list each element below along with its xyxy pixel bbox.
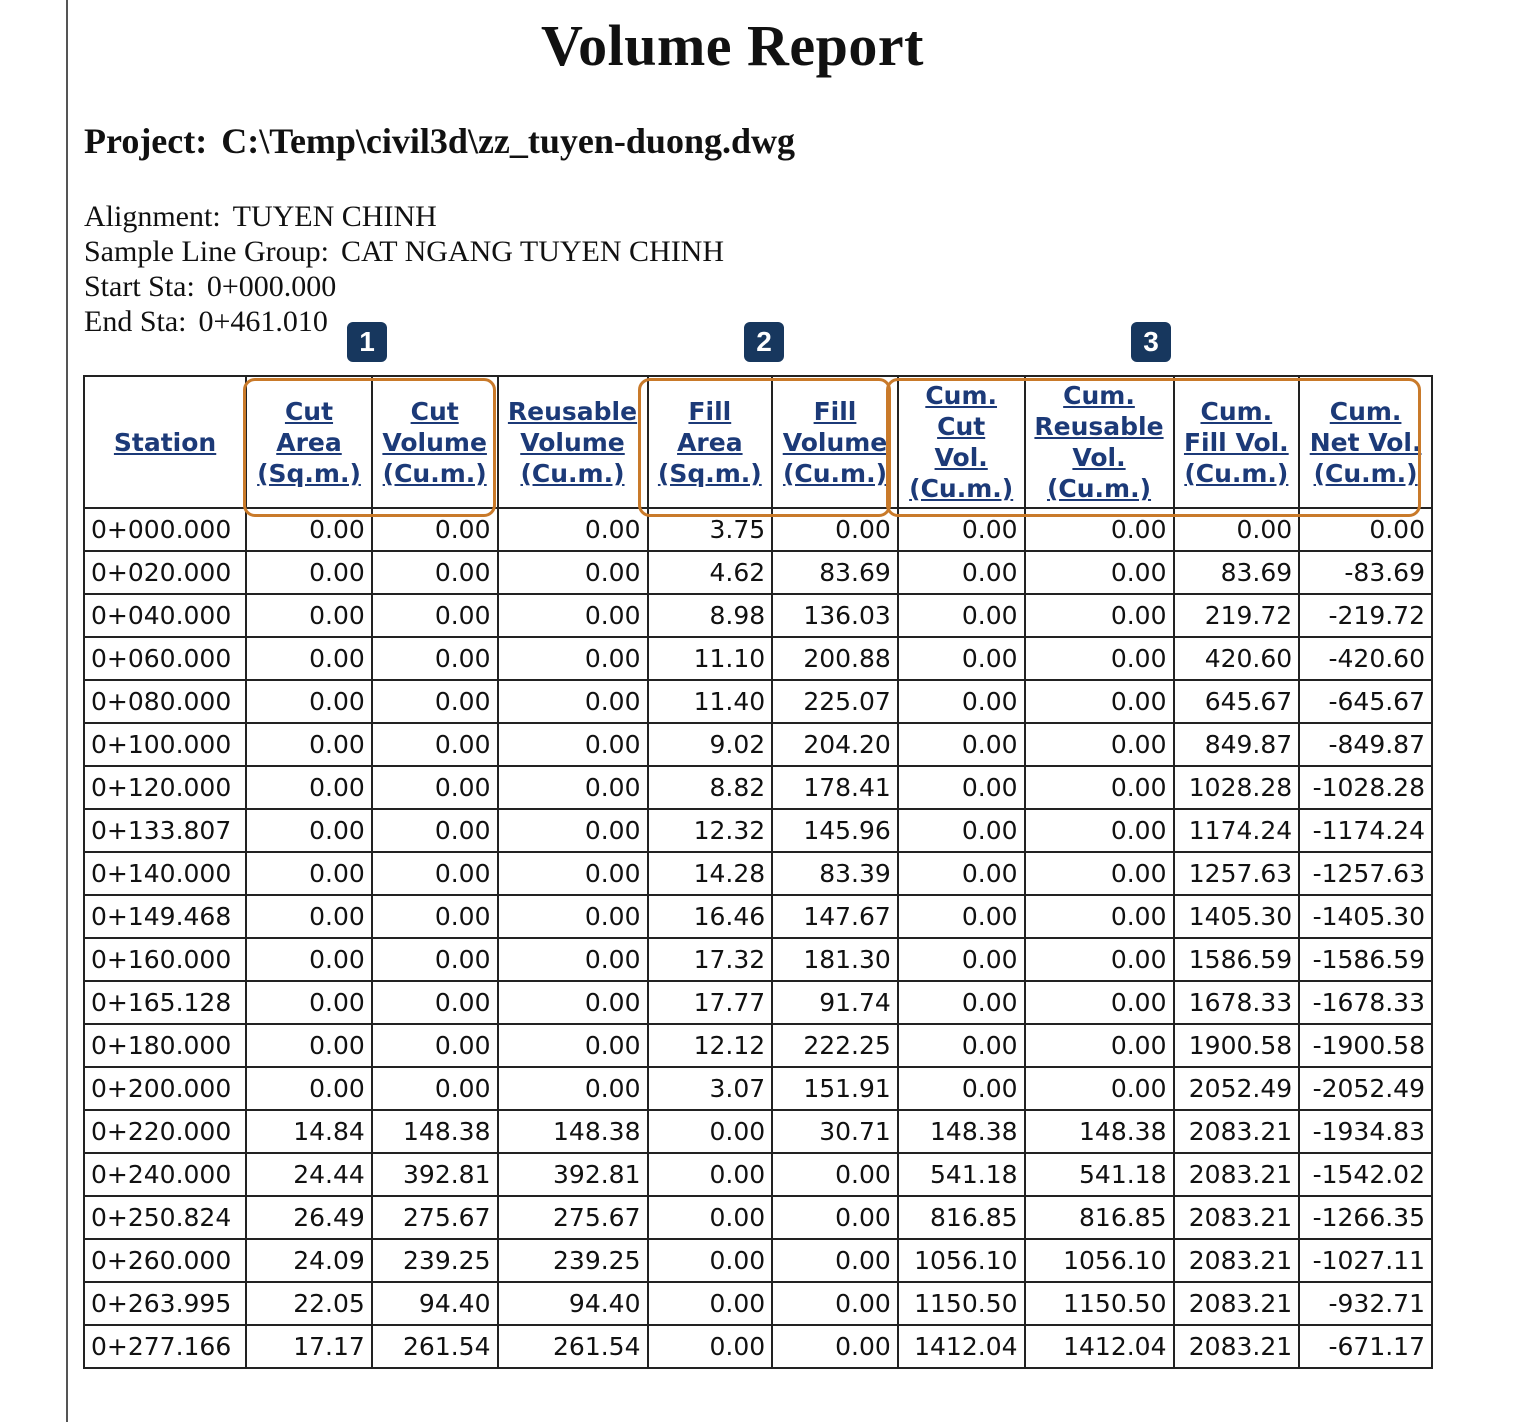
value-cell: 0.00 — [898, 723, 1025, 766]
value-cell: 0.00 — [246, 551, 372, 594]
column-header-line: Net Vol. — [1309, 427, 1422, 457]
value-cell: 0.00 — [648, 1196, 773, 1239]
value-cell: 541.18 — [898, 1153, 1025, 1196]
value-cell: 0.00 — [372, 551, 498, 594]
column-header-line: Volume — [782, 427, 888, 457]
value-cell: 3.07 — [648, 1067, 773, 1110]
value-cell: -1174.24 — [1299, 809, 1432, 852]
column-header-line: Cut — [410, 396, 459, 426]
column-header-line: (Sq.m.) — [257, 458, 361, 488]
value-cell: 22.05 — [246, 1282, 372, 1325]
value-cell: 275.67 — [372, 1196, 498, 1239]
station-cell: 0+250.824 — [84, 1196, 246, 1239]
value-cell: 151.91 — [772, 1067, 898, 1110]
value-cell: 0.00 — [648, 1282, 773, 1325]
value-cell: 0.00 — [1025, 938, 1174, 981]
value-cell: 0.00 — [372, 766, 498, 809]
value-cell: 392.81 — [498, 1153, 648, 1196]
column-header-line: Station — [113, 427, 217, 457]
table-row — [84, 1024, 1432, 1067]
value-cell: 849.87 — [1174, 723, 1300, 766]
value-cell: 420.60 — [1174, 637, 1300, 680]
meta-label: Start Sta: — [84, 270, 195, 303]
value-cell: 0.00 — [898, 1067, 1025, 1110]
value-cell: 0.00 — [1025, 895, 1174, 938]
value-cell: 83.69 — [772, 551, 898, 594]
value-cell: 0.00 — [648, 1239, 773, 1282]
value-cell: 181.30 — [772, 938, 898, 981]
station-cell: 0+149.468 — [84, 895, 246, 938]
value-cell: 0.00 — [498, 723, 648, 766]
value-cell: 83.39 — [772, 852, 898, 895]
value-cell: 0.00 — [498, 938, 648, 981]
value-cell: 541.18 — [1025, 1153, 1174, 1196]
station-cell: 0+133.807 — [84, 809, 246, 852]
column-header-line: Cum. — [1063, 381, 1135, 410]
value-cell: 0.00 — [1025, 1067, 1174, 1110]
report-metadata — [84, 199, 724, 339]
value-cell: 147.67 — [772, 895, 898, 938]
value-cell: 145.96 — [772, 809, 898, 852]
value-cell: 0.00 — [372, 809, 498, 852]
value-cell: 0.00 — [772, 1325, 898, 1368]
column-header-line: (Cu.m.) — [782, 458, 888, 488]
station-cell: 0+140.000 — [84, 852, 246, 895]
station-cell: 0+200.000 — [84, 1067, 246, 1110]
table-row — [84, 809, 1432, 852]
meta-label: Alignment: — [84, 200, 221, 233]
column-header-line: Fill Vol. — [1183, 427, 1289, 457]
value-cell: 0.00 — [246, 809, 372, 852]
value-cell: 1174.24 — [1174, 809, 1300, 852]
alignment-row — [84, 199, 724, 234]
value-cell: 0.00 — [498, 981, 648, 1024]
end-station-row — [84, 304, 724, 339]
value-cell: 0.00 — [1025, 594, 1174, 637]
column-header — [648, 376, 773, 508]
value-cell: 17.32 — [648, 938, 773, 981]
value-cell: 0.00 — [898, 852, 1025, 895]
column-header-line: Cum. — [1329, 396, 1402, 426]
value-cell: 0.00 — [246, 723, 372, 766]
column-header-line: (Cu.m.) — [520, 458, 625, 488]
value-cell: -1900.58 — [1299, 1024, 1432, 1067]
column-header-line: (Cu.m.) — [1184, 458, 1289, 488]
value-cell: 0.00 — [372, 637, 498, 680]
value-cell: 0.00 — [498, 1024, 648, 1067]
value-cell: 136.03 — [772, 594, 898, 637]
value-cell: 94.40 — [498, 1282, 648, 1325]
value-cell: -420.60 — [1299, 637, 1432, 680]
station-cell: 0+060.000 — [84, 637, 246, 680]
page-edge-rule — [66, 0, 68, 1422]
value-cell: 17.17 — [246, 1325, 372, 1368]
station-cell: 0+180.000 — [84, 1024, 246, 1067]
callout-badge-2: 2 — [744, 322, 784, 362]
value-cell: 0.00 — [1025, 508, 1174, 551]
value-cell: 0.00 — [898, 938, 1025, 981]
value-cell: 0.00 — [898, 981, 1025, 1024]
station-cell: 0+100.000 — [84, 723, 246, 766]
value-cell: 0.00 — [246, 981, 372, 1024]
station-cell: 0+260.000 — [84, 1239, 246, 1282]
station-cell: 0+000.000 — [84, 508, 246, 551]
value-cell: 0.00 — [1025, 852, 1174, 895]
table-row — [84, 594, 1432, 637]
column-header-line: (Cu.m.) — [909, 474, 1014, 503]
start-station-row — [84, 269, 724, 304]
value-cell: 2083.21 — [1174, 1282, 1300, 1325]
station-cell: 0+240.000 — [84, 1153, 246, 1196]
project-label: Project: — [84, 121, 208, 161]
value-cell: 0.00 — [372, 680, 498, 723]
value-cell: 0.00 — [1025, 680, 1174, 723]
table-row — [84, 508, 1432, 551]
value-cell: 2083.21 — [1174, 1196, 1300, 1239]
value-cell: -645.67 — [1299, 680, 1432, 723]
value-cell: -932.71 — [1299, 1282, 1432, 1325]
value-cell: 816.85 — [898, 1196, 1025, 1239]
value-cell: 0.00 — [1025, 1024, 1174, 1067]
value-cell: 0.00 — [898, 551, 1025, 594]
report-title: Volume Report — [541, 13, 924, 78]
value-cell: 2083.21 — [1174, 1239, 1300, 1282]
table-row — [84, 895, 1432, 938]
column-header-line: (Sq.m.) — [657, 458, 762, 488]
column-header — [1299, 376, 1432, 508]
value-cell: 0.00 — [246, 852, 372, 895]
column-header — [1025, 376, 1174, 508]
value-cell: 0.00 — [1025, 766, 1174, 809]
value-cell: 392.81 — [372, 1153, 498, 1196]
value-cell: 0.00 — [372, 852, 498, 895]
value-cell: 0.00 — [246, 766, 372, 809]
value-cell: 0.00 — [772, 1282, 898, 1325]
value-cell: 148.38 — [372, 1110, 498, 1153]
value-cell: 239.25 — [372, 1239, 498, 1282]
value-cell: 2083.21 — [1174, 1153, 1300, 1196]
value-cell: 0.00 — [498, 852, 648, 895]
table-row — [84, 852, 1432, 895]
value-cell: 0.00 — [498, 766, 648, 809]
table-row — [84, 938, 1432, 981]
value-cell: 1412.04 — [898, 1325, 1025, 1368]
value-cell: -2052.49 — [1299, 1067, 1432, 1110]
value-cell: 0.00 — [772, 508, 898, 551]
value-cell: 239.25 — [498, 1239, 648, 1282]
column-header-line: Cut — [937, 412, 986, 441]
value-cell: 0.00 — [772, 1196, 898, 1239]
table-row — [84, 1239, 1432, 1282]
column-header-line: Area — [677, 427, 743, 457]
value-cell: 2083.21 — [1174, 1110, 1300, 1153]
value-cell: 0.00 — [898, 895, 1025, 938]
value-cell: -671.17 — [1299, 1325, 1432, 1368]
table-row — [84, 1196, 1432, 1239]
table-row — [84, 551, 1432, 594]
value-cell: 261.54 — [372, 1325, 498, 1368]
table-row — [84, 1325, 1432, 1368]
station-cell: 0+040.000 — [84, 594, 246, 637]
column-header-line: Area — [276, 427, 342, 457]
meta-value: 0+000.000 — [206, 270, 337, 303]
value-cell: 3.75 — [648, 508, 773, 551]
value-cell: 16.46 — [648, 895, 773, 938]
value-cell: 0.00 — [1174, 508, 1300, 551]
callout-badge-1: 1 — [347, 322, 387, 362]
value-cell: 0.00 — [1025, 637, 1174, 680]
callout-badge-3: 3 — [1131, 322, 1171, 362]
value-cell: 275.67 — [498, 1196, 648, 1239]
value-cell: 9.02 — [648, 723, 773, 766]
value-cell: 0.00 — [372, 1024, 498, 1067]
column-header-line: Fill — [813, 396, 857, 426]
value-cell: 12.32 — [648, 809, 773, 852]
value-cell: 0.00 — [498, 809, 648, 852]
volume-table — [83, 375, 1433, 1369]
value-cell: 178.41 — [772, 766, 898, 809]
value-cell: 0.00 — [246, 508, 372, 551]
value-cell: 1056.10 — [1025, 1239, 1174, 1282]
value-cell: 0.00 — [1025, 551, 1174, 594]
value-cell: -1027.11 — [1299, 1239, 1432, 1282]
value-cell: 0.00 — [246, 1024, 372, 1067]
value-cell: 204.20 — [772, 723, 898, 766]
station-cell: 0+120.000 — [84, 766, 246, 809]
project-path: C:\Temp\civil3d\zz_tuyen-duong.dwg — [221, 121, 795, 161]
value-cell: 24.44 — [246, 1153, 372, 1196]
column-header-line: (Cu.m.) — [1046, 474, 1152, 503]
value-cell: 8.82 — [648, 766, 773, 809]
value-cell: 0.00 — [498, 680, 648, 723]
value-cell: 11.10 — [648, 637, 773, 680]
value-cell: 225.07 — [772, 680, 898, 723]
sample-line-group-row — [84, 234, 724, 269]
value-cell: 219.72 — [1174, 594, 1300, 637]
value-cell: 14.84 — [246, 1110, 372, 1153]
value-cell: 8.98 — [648, 594, 773, 637]
value-cell: 1028.28 — [1174, 766, 1300, 809]
meta-value: CAT NGANG TUYEN CHINH — [340, 235, 725, 268]
value-cell: 0.00 — [898, 594, 1025, 637]
table-row — [84, 1282, 1432, 1325]
meta-value: 0+461.010 — [198, 305, 328, 338]
value-cell: 30.71 — [772, 1110, 898, 1153]
value-cell: -1405.30 — [1299, 895, 1432, 938]
value-cell: 1678.33 — [1174, 981, 1300, 1024]
value-cell: 26.49 — [246, 1196, 372, 1239]
value-cell: 0.00 — [372, 981, 498, 1024]
project-line — [84, 120, 795, 162]
value-cell: 0.00 — [1025, 723, 1174, 766]
value-cell: 0.00 — [898, 809, 1025, 852]
value-cell: 0.00 — [372, 1067, 498, 1110]
value-cell: 0.00 — [498, 637, 648, 680]
value-cell: 0.00 — [772, 1239, 898, 1282]
value-cell: 17.77 — [648, 981, 773, 1024]
value-cell: 0.00 — [772, 1153, 898, 1196]
station-cell: 0+080.000 — [84, 680, 246, 723]
value-cell: -1028.28 — [1299, 766, 1432, 809]
column-header-line: Volume — [520, 427, 625, 457]
value-cell: 1412.04 — [1025, 1325, 1174, 1368]
value-cell: 148.38 — [898, 1110, 1025, 1153]
value-cell: 0.00 — [1299, 508, 1432, 551]
value-cell: 0.00 — [246, 895, 372, 938]
value-cell: 0.00 — [898, 637, 1025, 680]
column-header — [898, 376, 1025, 508]
value-cell: 1586.59 — [1174, 938, 1300, 981]
value-cell: -1586.59 — [1299, 938, 1432, 981]
value-cell: 91.74 — [772, 981, 898, 1024]
value-cell: 0.00 — [898, 508, 1025, 551]
value-cell: 816.85 — [1025, 1196, 1174, 1239]
value-cell: 1056.10 — [898, 1239, 1025, 1282]
value-cell: -1678.33 — [1299, 981, 1432, 1024]
value-cell: -849.87 — [1299, 723, 1432, 766]
value-cell: 4.62 — [648, 551, 773, 594]
value-cell: 0.00 — [372, 508, 498, 551]
table-row — [84, 1153, 1432, 1196]
value-cell: 24.09 — [246, 1239, 372, 1282]
column-header — [1174, 376, 1300, 508]
value-cell: 94.40 — [372, 1282, 498, 1325]
table-row — [84, 766, 1432, 809]
table-row — [84, 723, 1432, 766]
value-cell: 222.25 — [772, 1024, 898, 1067]
column-header-line: Vol. — [1072, 443, 1126, 472]
column-header-line: Volume — [382, 427, 487, 457]
value-cell: 0.00 — [498, 551, 648, 594]
meta-label: Sample Line Group: — [84, 235, 329, 268]
column-header — [372, 376, 498, 508]
value-cell: 0.00 — [372, 723, 498, 766]
station-cell: 0+160.000 — [84, 938, 246, 981]
value-cell: 0.00 — [246, 594, 372, 637]
meta-label: End Sta: — [84, 305, 187, 338]
value-cell: 0.00 — [648, 1153, 773, 1196]
value-cell: 1257.63 — [1174, 852, 1300, 895]
value-cell: 261.54 — [498, 1325, 648, 1368]
column-header — [246, 376, 372, 508]
value-cell: 0.00 — [246, 637, 372, 680]
table-row — [84, 1110, 1432, 1153]
column-header-line: Reusable — [507, 396, 638, 426]
value-cell: -219.72 — [1299, 594, 1432, 637]
value-cell: 0.00 — [1025, 981, 1174, 1024]
value-cell: 2052.49 — [1174, 1067, 1300, 1110]
table-row — [84, 981, 1432, 1024]
column-header-line: Cum. — [1200, 396, 1273, 426]
value-cell: 0.00 — [898, 1024, 1025, 1067]
value-cell: 1150.50 — [898, 1282, 1025, 1325]
table-header-row — [84, 376, 1432, 508]
value-cell: 1405.30 — [1174, 895, 1300, 938]
value-cell: 0.00 — [498, 1067, 648, 1110]
value-cell: 0.00 — [648, 1325, 773, 1368]
value-cell: 0.00 — [372, 594, 498, 637]
value-cell: 645.67 — [1174, 680, 1300, 723]
column-header-line: (Cu.m.) — [1313, 458, 1418, 488]
value-cell: 2083.21 — [1174, 1325, 1300, 1368]
value-cell: 148.38 — [1025, 1110, 1174, 1153]
station-cell: 0+220.000 — [84, 1110, 246, 1153]
value-cell: 12.12 — [648, 1024, 773, 1067]
value-cell: 0.00 — [648, 1110, 773, 1153]
value-cell: -1934.83 — [1299, 1110, 1432, 1153]
value-cell: 200.88 — [772, 637, 898, 680]
table-row — [84, 1067, 1432, 1110]
column-header-line: Reusable — [1034, 412, 1164, 441]
value-cell: 1900.58 — [1174, 1024, 1300, 1067]
column-header — [772, 376, 898, 508]
value-cell: 0.00 — [372, 895, 498, 938]
value-cell: 0.00 — [372, 938, 498, 981]
column-header-line: Cut — [284, 396, 334, 426]
value-cell: -1266.35 — [1299, 1196, 1432, 1239]
column-header — [84, 376, 246, 508]
value-cell: 0.00 — [498, 508, 648, 551]
station-cell: 0+020.000 — [84, 551, 246, 594]
value-cell: 0.00 — [1025, 809, 1174, 852]
column-header — [498, 376, 648, 508]
meta-value: TUYEN CHINH — [232, 200, 437, 233]
value-cell: 0.00 — [246, 1067, 372, 1110]
station-cell: 0+263.995 — [84, 1282, 246, 1325]
value-cell: 83.69 — [1174, 551, 1300, 594]
value-cell: 0.00 — [898, 766, 1025, 809]
station-cell: 0+277.166 — [84, 1325, 246, 1368]
column-header-line: Vol. — [934, 443, 988, 472]
table-row — [84, 637, 1432, 680]
value-cell: 148.38 — [498, 1110, 648, 1153]
value-cell: -1542.02 — [1299, 1153, 1432, 1196]
station-cell: 0+165.128 — [84, 981, 246, 1024]
column-header-line: Fill — [688, 396, 732, 426]
value-cell: 11.40 — [648, 680, 773, 723]
column-header-line: Cum. — [925, 381, 998, 410]
column-header-line: (Cu.m.) — [382, 458, 487, 488]
value-cell: 1150.50 — [1025, 1282, 1174, 1325]
value-cell: 0.00 — [498, 895, 648, 938]
value-cell: 0.00 — [498, 594, 648, 637]
value-cell: -1257.63 — [1299, 852, 1432, 895]
value-cell: 14.28 — [648, 852, 773, 895]
value-cell: -83.69 — [1299, 551, 1432, 594]
value-cell: 0.00 — [246, 938, 372, 981]
value-cell: 0.00 — [246, 680, 372, 723]
value-cell: 0.00 — [898, 680, 1025, 723]
table-row — [84, 680, 1432, 723]
